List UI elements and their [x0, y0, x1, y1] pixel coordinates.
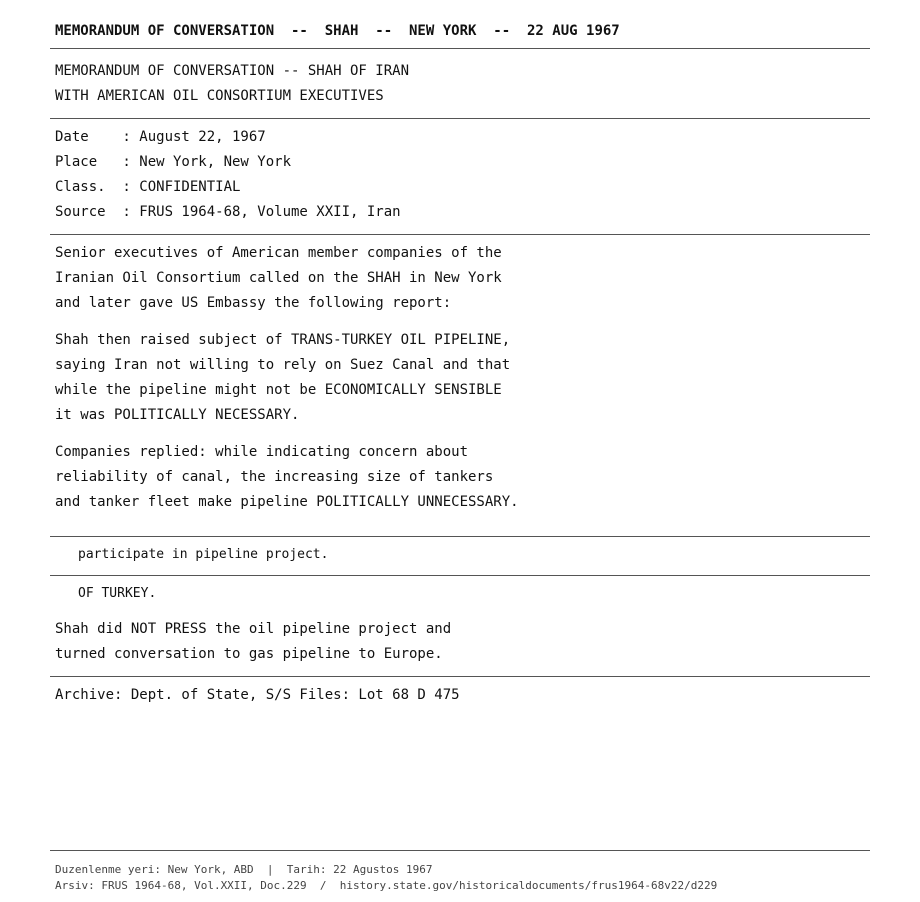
- paragraph-1-line: Iranian Oil Consortium called on the SHAH in New York: [55, 270, 502, 286]
- text-fragment: OF TURKEY.: [78, 586, 157, 601]
- divider: [50, 676, 870, 677]
- footer-line-2: Arsiv: FRUS 1964-68, Vol.XXII, Doc.229 / history.state.gov/historicaldocuments/frus1964-68v22/d229: [55, 879, 718, 892]
- paragraph-4-line: Shah did NOT PRESS the oil pipeline project and: [55, 621, 452, 637]
- page-title: MEMORANDUM OF CONVERSATION -- SHAH -- NEW YORK -- 22 AUG 1967: [55, 23, 620, 39]
- paragraph-1-line: Senior executives of American member companies of the: [55, 245, 502, 261]
- divider: [50, 575, 870, 576]
- divider: [50, 234, 870, 235]
- footer-line-1: Duzenlenme yeri: New York, ABD | Tarih: 22 Agustos 1967: [55, 863, 433, 876]
- paragraph-2-line: it was POLITICALLY NECESSARY.: [55, 407, 300, 423]
- divider: [50, 48, 870, 49]
- paragraph-3-line: and tanker fleet make pipeline POLITICALLY UNNECESSARY.: [55, 494, 519, 510]
- paragraph-2-line: Shah then raised subject of TRANS-TURKEY OIL PIPELINE,: [55, 332, 511, 348]
- archive-reference: Archive: Dept. of State, S/S Files: Lot 68 D 475: [55, 687, 460, 703]
- footer-divider: [50, 850, 870, 851]
- divider: [50, 118, 870, 119]
- paragraph-2-line: saying Iran not willing to rely on Suez Canal and that: [55, 357, 511, 373]
- paragraph-1-line: and later gave US Embassy the following report:: [55, 295, 452, 311]
- meta-date: Date : August 22, 1967: [55, 129, 266, 145]
- paragraph-3-line: Companies replied: while indicating concern about: [55, 444, 469, 460]
- divider: [50, 536, 870, 537]
- text-fragment: participate in pipeline project.: [78, 547, 329, 562]
- meta-place: Place : New York, New York: [55, 154, 292, 170]
- meta-source: Source : FRUS 1964-68, Volume XXII, Iran: [55, 204, 401, 220]
- meta-classification: Class. : CONFIDENTIAL: [55, 179, 241, 195]
- paragraph-2-line: while the pipeline might not be ECONOMICALLY SENSIBLE: [55, 382, 502, 398]
- paragraph-3-line: reliability of canal, the increasing size of tankers: [55, 469, 494, 485]
- paragraph-4-line: turned conversation to gas pipeline to Europe.: [55, 646, 443, 662]
- subject-line-2: WITH AMERICAN OIL CONSORTIUM EXECUTIVES: [55, 88, 384, 104]
- subject-line-1: MEMORANDUM OF CONVERSATION -- SHAH OF IRAN: [55, 63, 410, 79]
